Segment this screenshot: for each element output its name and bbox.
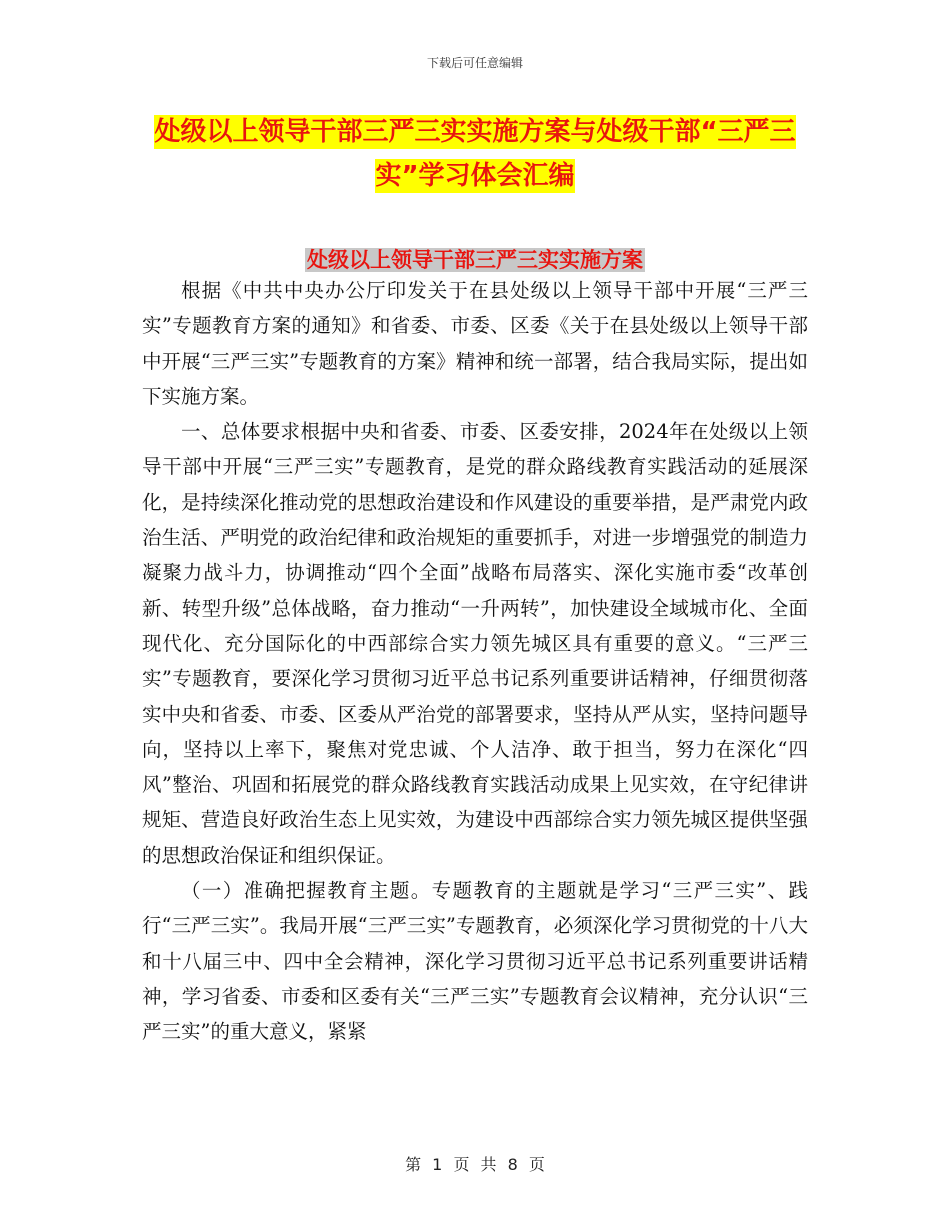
page-footer: 第 1 页 共 8 页 — [405, 1155, 545, 1174]
main-title — [140, 110, 810, 198]
paragraph-intro: 根据《中共中央办公厅印发关于在县处级以上领导干部中开展“三严三实”专题教育方案的通知》和省委、市委、区委《关于在县处级以上领导干部中开展“三严三实”专题教育的方案》精神和统一部署，结合我局实际，提出如下实施方案。 — [142, 279, 808, 408]
main-title-text: 处级以上领导干部三严三实实施方案与处级干部“三严三实”学习体会汇编 — [154, 117, 796, 191]
section-title-text: 处级以上领导干部三严三实实施方案 — [307, 248, 643, 272]
paragraph-general-requirements: 一、总体要求根据中央和省委、市委、区委安排，2024年在处级以上领导干部中开展“三严三实”专题教育，是党的群众路线教育实践活动的延展深化，是持续深化推动党的思想政治建设和作风建设的重要举措，是严肃党内政治生活、严明党的政治纪律和政治规矩的重要抓手，对进一步增强党的制造力凝聚力战斗力，协调推动“四个全面”战略布局落实、深化实施市委“改革创新、转型升级”总体战略，奋力推动“一升两转”，加快建设全域城市化、全面现代化、充分国际化的中西部综合实力领先城区具有重要的意义。“三严三实”专题教育，要深化学习贯彻习近平总书记系列重要讲话精神，仔细贯彻落实中央和省委、市委、区委从严治党的部署要求，坚持从严从实，坚持问题导向，坚持以上率下，聚焦对党忠诚、个人洁净、敢于担当，努力在深化“四风”整治、巩固和拓展党的群众路线教育实践活动成果上见实效，在守纪律讲规矩、营造良好政治生态上见实效，为建设中西部综合实力领先城区提供坚强的思想政治保证和组织保证。 — [142, 420, 808, 867]
paragraph-education-theme: （一）准确把握教育主题。专题教育的主题就是学习“三严三实”、践行“三严三实”。我局开展“三严三实”专题教育，必须深化学习贯彻党的十八大和十八届三中、四中全会精神，深化学习贯彻习近平总书记系列重要讲话精神，学习省委、市委和区委有关“三严三实”专题教育会议精神，充分认识“三严三实”的重大意义，紧紧 — [142, 879, 808, 1044]
body-text — [142, 273, 808, 1050]
header-note: 下载后可任意编辑 — [426, 56, 523, 70]
section-title — [0, 245, 950, 275]
